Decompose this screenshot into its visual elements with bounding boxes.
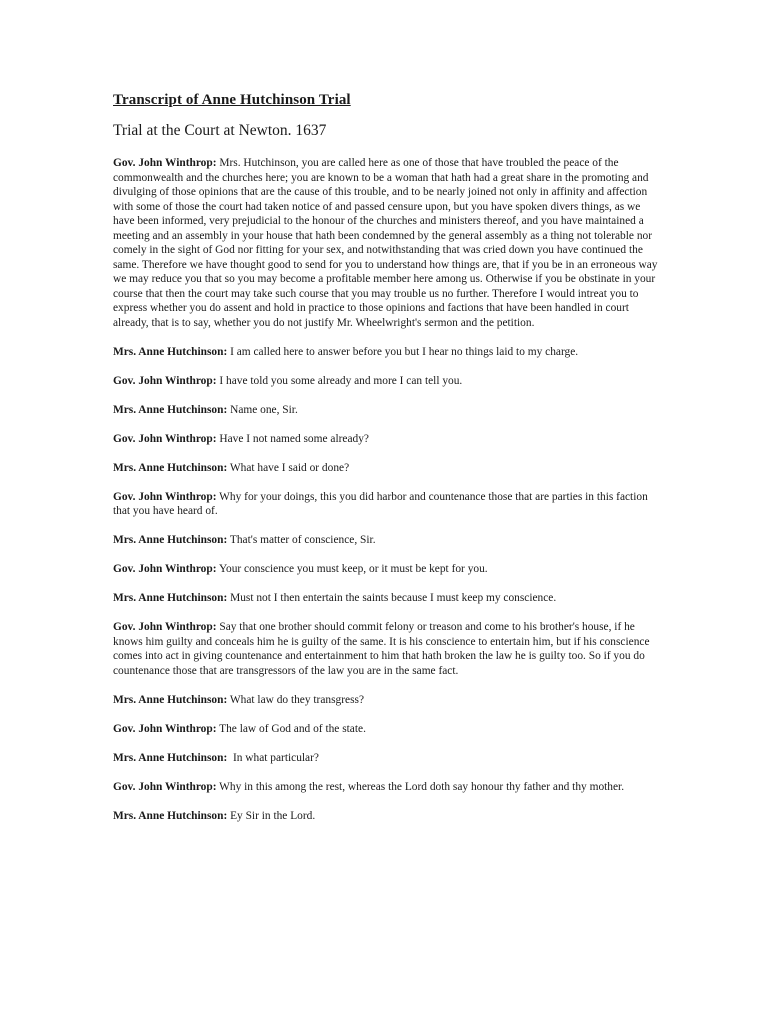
speaker-name: Gov. John Winthrop:: [113, 780, 217, 793]
speaker-name: Gov. John Winthrop:: [113, 722, 217, 735]
dialogue-turn: [113, 620, 658, 678]
speech-text: In what particular?: [227, 751, 319, 764]
dialogue-turn: [113, 490, 658, 519]
dialogue-turn: [113, 722, 658, 737]
speech-text: What law do they transgress?: [227, 693, 365, 706]
speech-text: Must not I then entertain the saints because I must keep my conscience.: [227, 592, 557, 604]
transcript-body: [113, 156, 658, 823]
dialogue-turn: [113, 533, 658, 548]
speech-text: Have I not named some already?: [216, 432, 369, 445]
dialogue-turn: [113, 345, 658, 360]
speaker-name: Mrs. Anne Hutchinson:: [113, 693, 228, 706]
dialogue-turn: [113, 156, 658, 330]
speaker-name: Mrs. Anne Hutchinson:: [113, 751, 228, 764]
speaker-name: Gov. John Winthrop:: [113, 157, 217, 169]
dialogue-turn: [113, 374, 658, 389]
speaker-name: Mrs. Anne Hutchinson:: [113, 345, 228, 358]
speech-text: Name one, Sir.: [227, 403, 298, 416]
speech-text: That's matter of conscience, Sir.: [227, 534, 376, 546]
dialogue-turn: [113, 809, 658, 824]
speech-text: Why in this among the rest, whereas the Lord doth say honour thy father and thy mother.: [216, 780, 625, 793]
speaker-name: Mrs. Anne Hutchinson:: [113, 534, 228, 546]
speaker-name: Gov. John Winthrop:: [113, 563, 217, 575]
speaker-name: Mrs. Anne Hutchinson:: [113, 403, 228, 416]
dialogue-turn: [113, 591, 658, 606]
dialogue-turn: [113, 562, 658, 577]
speech-text: The law of God and of the state.: [216, 722, 366, 735]
dialogue-turn: [113, 403, 658, 418]
speaker-name: Gov. John Winthrop:: [113, 432, 217, 445]
dialogue-turn: [113, 780, 658, 795]
speech-text: Your conscience you must keep, or it must be kept for you.: [216, 563, 488, 575]
speech-text: Why for your doings, this you did harbor and countenance those that are parties in this faction that you have heard of.: [113, 490, 648, 517]
speaker-name: Mrs. Anne Hutchinson:: [113, 461, 228, 474]
document-page: [113, 92, 658, 838]
speech-text: Say that one brother should commit felony or treason and come to his brother's house, if he knows him guilty and conceals him he is guilty of the same. It is his conscience to entertain him, but if his conscience comes into act in giving countenance and entertainment to him that hath broken the law he is guilty too. So if you do countenance those that are transgressors of the law you are in the same fact.: [113, 621, 650, 677]
dialogue-turn: [113, 751, 658, 766]
speaker-name: Gov. John Winthrop:: [113, 490, 217, 503]
dialogue-turn: [113, 693, 658, 708]
document-subtitle: Trial at the Court at Newton. 1637: [113, 122, 327, 139]
speaker-name: Gov. John Winthrop:: [113, 621, 217, 633]
speech-text: Ey Sir in the Lord.: [227, 809, 316, 822]
speech-text: Mrs. Hutchinson, you are called here as one of those that have troubled the peace of the commonwealth and the churches here; you are known to be a woman that hath had a great share in the promoting and divulging of those opinions that are the cause of this trouble, and to be nearly joined not only in affinity and affection with some of those the court had taken notice of and passed censure upon, but you have spoken divers things, as we have been informed, very prejudicial to the honour of the churches and ministers thereof, and you have maintained a meeting and an assembly in your house that hath been condemned by the general assembly as a thing not tolerable nor comely in the sight of God nor fitting for your sex, and notwithstanding that was cried down you have continued the same. Therefore we have thought good to send for you to understand how things are, that if you be in an erroneous way we may reduce you that so you may become a profitable member here among us. Otherwise if you be obstinate in your course that then the court may take such course that you may trouble us no further. Therefore I would intreat you to express whether you do assent and hold in practice to those opinions and factions that have been handled in court already, that is to say, whether you do not justify Mr. Wheelwright's sermon and the petition.: [113, 157, 658, 329]
dialogue-turn: [113, 461, 658, 476]
document-title: Transcript of Anne Hutchinson Trial: [113, 92, 351, 108]
speech-text: What have I said or done?: [227, 461, 350, 474]
speaker-name: Mrs. Anne Hutchinson:: [113, 809, 228, 822]
speech-text: I am called here to answer before you but I hear no things laid to my charge.: [227, 345, 579, 358]
dialogue-turn: [113, 432, 658, 447]
speaker-name: Mrs. Anne Hutchinson:: [113, 592, 228, 604]
speaker-name: Gov. John Winthrop:: [113, 374, 217, 387]
speech-text: I have told you some already and more I can tell you.: [216, 374, 463, 387]
